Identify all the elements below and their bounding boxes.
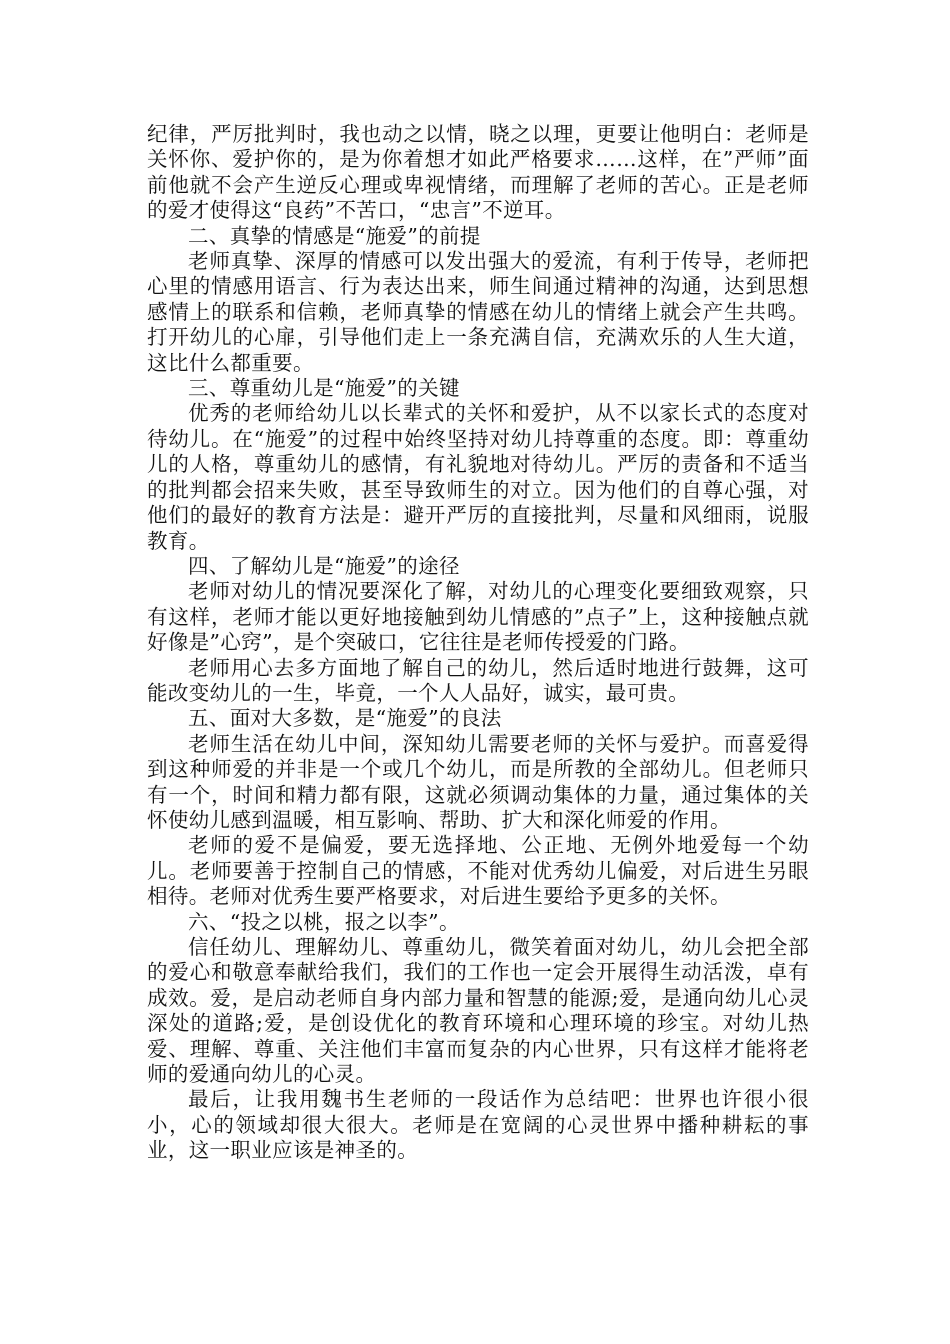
paragraph-continuation: 纪律，严厉批判时，我也动之以情，晓之以理，更要让他明白：老师是关怀你、爱护你的，是为你着想才如此严格要求……这样，在”严师”面前他就不会产生逆反心理或卑视情绪，而理解了老师的苦心。正是老师的爱才使得这“良药”不苦口，“忠言”不逆耳。 bbox=[147, 122, 809, 223]
paragraph-body: 优秀的老师给幼儿以长辈式的关怀和爱护，从不以家长式的态度对待幼儿。在“施爱”的过程中始终坚持对幼儿持尊重的态度。即：尊重幼儿的人格，尊重幼儿的感情，有礼貌地对待幼儿。严厉的责备和不适当的批判都会招来失败，甚至导致师生的对立。因为他们的自尊心强，对他们的最好的教育方法是：避开严厉的直接批判，尽量和风细雨，说服教育。 bbox=[147, 401, 809, 553]
paragraph-body: 信任幼儿、理解幼儿、尊重幼儿，微笑着面对幼儿，幼儿会把全部的爱心和敬意奉献给我们，我们的工作也一定会开展得生动活泼，卓有成效。爱，是启动老师自身内部力量和智慧的能源;爱，是通向幼儿心灵深处的道路;爱，是创设优化的教育环境和心理环境的珍宝。对幼儿热爱、理解、尊重、关注他们丰富而复杂的内心世界，只有这样才能将老师的爱通向幼儿的心灵。 bbox=[147, 935, 809, 1087]
document-page bbox=[147, 122, 809, 1164]
paragraph-body: 老师真挚、深厚的情感可以发出强大的爱流，有利于传导，老师把心里的情感用语言、行为表达出来，师生间通过精神的沟通，达到思想感情上的联系和信赖，老师真挚的情感在幼儿的情绪上就会产生共鸣。打开幼儿的心扉，引导他们走上一条充满自信，充满欢乐的人生大道，这比什么都重要。 bbox=[147, 249, 809, 375]
section-heading-6: 六、“投之以桃，报之以李”。 bbox=[188, 909, 460, 934]
paragraph-body: 老师对幼儿的情况要深化了解，对幼儿的心理变化要细致观察，只有这样，老师才能以更好地接触到幼儿情感的”点子”上，这种接触点就好像是”心窍”，是个突破口，它往往是老师传授爱的门路。 bbox=[147, 579, 809, 655]
paragraph-body: 老师的爱不是偏爱，要无选择地、公正地、无例外地爱每一个幼儿。老师要善于控制自己的情感，不能对优秀幼儿偏爱，对后进生另眼相待。老师对优秀生要严格要求，对后进生要给予更多的关怀。 bbox=[147, 833, 809, 909]
paragraph-body: 老师用心去多方面地了解自己的幼儿，然后适时地进行鼓舞，这可能改变幼儿的一生，毕竟，一个人人品好，诚实，最可贵。 bbox=[147, 655, 809, 705]
section-heading-3: 三、尊重幼儿是“施爱”的关键 bbox=[188, 376, 460, 401]
paragraph-conclusion: 最后，让我用魏书生老师的一段话作为总结吧：世界也许很小很小，心的领域却很大很大。老师是在宽阔的心灵世界中播种耕耘的事业，这一职业应该是神圣的。 bbox=[147, 1087, 809, 1163]
section-heading-2: 二、真挚的情感是“施爱”的前提 bbox=[188, 223, 481, 248]
section-heading-5: 五、面对大多数，是“施爱”的良法 bbox=[188, 706, 502, 731]
section-heading-4: 四、了解幼儿是“施爱”的途径 bbox=[188, 553, 460, 578]
paragraph-body: 老师生活在幼儿中间，深知幼儿需要老师的关怀与爱护。而喜爱得到这种师爱的并非是一个或几个幼儿，而是所教的全部幼儿。但老师只有一个，时间和精力都有限，这就必须调动集体的力量，通过集体的关怀使幼儿感到温暖，相互影响、帮助、扩大和深化师爱的作用。 bbox=[147, 731, 809, 832]
